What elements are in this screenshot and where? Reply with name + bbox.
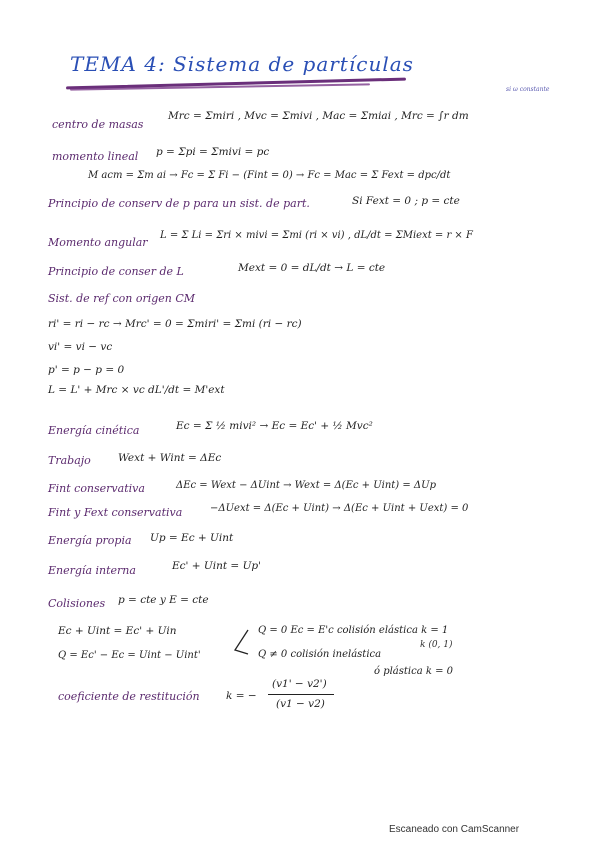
- row-equation: Up = Ec + Uint: [150, 532, 234, 544]
- collision-case-elastic: Q = 0 Ec = E'c colisión elástica k = 1: [258, 625, 449, 636]
- scanner-watermark: Escaneado con CamScanner: [389, 824, 520, 835]
- row-label: Trabajo: [48, 454, 91, 467]
- row-equation: Ec' + Uint = Up': [172, 560, 262, 572]
- row-equation: vi' = vi − vc: [48, 341, 113, 353]
- row-equation: ri' = ri − rc → Mrc' = 0 = Σmiri' = Σmi (ri − rc): [48, 318, 302, 330]
- row-equation: M acm = Σm ai → Fc = Σ Fi − (Fint = 0) → Fc = Mac = Σ Fext = dpc/dt: [88, 170, 451, 181]
- row-label: Sist. de ref con origen CM: [48, 292, 196, 305]
- row-equation: L = Σ Li = Σri × mivi = Σmi (ri × vi) , dL/dt = ΣMiext = r × F: [160, 230, 473, 241]
- page-title: TEMA 4: Sistema de partículas: [70, 52, 414, 76]
- row-equation: −ΔUext = Δ(Ec + Uint) → Δ(Ec + Uint + Uext) = 0: [210, 503, 469, 514]
- branch-bracket: [232, 628, 250, 658]
- row-label: Energía cinética: [48, 424, 140, 437]
- row-equation: Si Fext = 0 ; p = cte: [352, 195, 460, 207]
- restitution-lhs: k = −: [226, 690, 257, 702]
- row-label: Momento angular: [48, 236, 148, 249]
- margin-note: si ω constante: [506, 86, 550, 93]
- collision-case-inelastic: Q ≠ 0 colisión inelástica: [258, 649, 382, 660]
- row-equation: p = cte y E = cte: [118, 594, 209, 606]
- row-label: Energía interna: [48, 564, 136, 577]
- row-label: centro de masas: [52, 118, 144, 131]
- collision-energy-eq: Ec + Uint = Ec' + Uin: [58, 625, 177, 637]
- row-label: Colisiones: [48, 597, 106, 610]
- collision-q-eq: Q = Ec' − Ec = Uint − Uint': [58, 650, 201, 661]
- row-equation: Mext = 0 = dL/dt → L = cte: [238, 262, 386, 274]
- restitution-label: coeficiente de restitución: [58, 690, 200, 703]
- fraction-bar: [268, 694, 334, 695]
- restitution-denominator: (v1 − v2): [276, 698, 325, 710]
- row-equation: ΔEc = Wext − ΔUint → Wext = Δ(Ec + Uint) = ΔUp: [176, 480, 436, 491]
- row-equation: Mrc = Σmiri , Mvc = Σmivi , Mac = Σmiai , Mrc = ∫r dm: [168, 110, 469, 122]
- row-label: Energía propia: [48, 534, 132, 547]
- row-equation: p' = p − p = 0: [48, 364, 125, 376]
- row-label: Principio de conser de L: [48, 265, 184, 278]
- row-equation: p = Σpi = Σmivi = pc: [156, 146, 270, 158]
- row-equation: Ec = Σ ½ mivi² → Ec = Ec' + ½ Mvc²: [176, 420, 373, 432]
- row-equation: Wext + Wint = ΔEc: [118, 452, 222, 464]
- restitution-numerator: (v1' − v2'): [272, 678, 327, 690]
- row-label: Principio de conserv de p para un sist. de part.: [48, 197, 310, 210]
- row-label: Fint conservativa: [48, 482, 145, 495]
- row-equation: L = L' + Mrc × vc dL'/dt = M'ext: [48, 384, 225, 396]
- row-label: Fint y Fext conservativa: [48, 506, 183, 519]
- row-label: momento lineal: [52, 150, 139, 163]
- collision-k-range: k (0, 1): [420, 640, 453, 650]
- collision-case-plastic: ó plástica k = 0: [374, 666, 454, 677]
